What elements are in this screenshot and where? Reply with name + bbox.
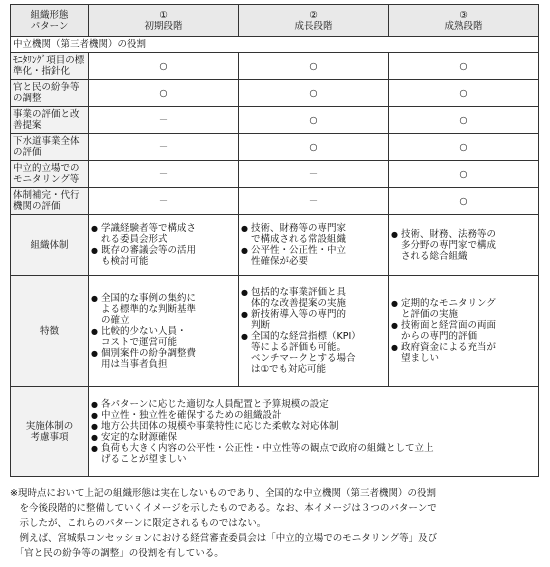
bullet-continuation: 体的な改善提案の実施	[251, 298, 347, 309]
bullet-item: ● 全国的な事例の集約に	[91, 293, 236, 304]
bullet-continuation: される総合組織	[401, 250, 468, 262]
bullet-continuation: 判断	[251, 320, 271, 331]
role-mark: －	[89, 107, 239, 134]
footnote-line: 示したが、これらのパターンに限定されるものではない。	[10, 518, 267, 529]
bullet-continuation: 等による評価も可能。	[251, 342, 347, 353]
role-mark: ○	[239, 53, 389, 80]
considerations-label	[11, 387, 89, 477]
features-cell-initial	[89, 276, 239, 387]
bullet-item: ● 個別案件の紛争調整費	[91, 348, 236, 359]
header-row	[11, 5, 539, 37]
header-col-growth	[239, 5, 389, 37]
considerations-label-line1: 実施体制の	[25, 420, 74, 432]
bullet-item: ● 新技術導入等の専門的	[241, 309, 386, 320]
header-col-label: 成熟段階	[444, 20, 483, 32]
features-cell-growth	[239, 276, 389, 387]
role-row	[11, 80, 539, 107]
bullet-item: ● 技術、財務等の専門家	[241, 223, 386, 234]
role-label: 事業の評価と改善提案	[11, 107, 89, 134]
bullet-continuation: げることが望ましい	[101, 453, 187, 465]
header-col-number: ①	[159, 9, 168, 21]
role-mark: ○	[239, 134, 389, 161]
footnote-line: 例えば、宮城県コンセッションにおける経営審査委員会は「中立的立場でのモニタリング等」及び	[10, 533, 438, 544]
role-label: 下水道事業全体の評価	[11, 134, 89, 161]
bullet-continuation: ベンチマークとする場合	[251, 353, 356, 364]
bullet-item: ● 定期的なモニタリング	[391, 298, 536, 309]
bullet-item: ● 地方公共団体の規模や事業特性に応じた柔軟な対応体制	[91, 421, 536, 432]
section-row	[11, 37, 539, 53]
considerations-cell	[89, 387, 539, 477]
footnote-line: ※現時点において上記の組織形態は実在しないものであり、全国的な中立機関（第三者機関）の役割	[10, 488, 436, 499]
role-mark: ○	[239, 107, 389, 134]
role-mark: －	[89, 134, 239, 161]
bullet-item: ● 中立性・独立性を確保するための組織設計	[91, 410, 536, 421]
bullet-item: ● 学識経験者等で構成さ	[91, 223, 236, 234]
bullet-continuation: の確立	[101, 314, 130, 326]
bullet-item: ● 比較的少ない人員・	[91, 326, 236, 337]
role-label: 中立的立場でのモニタリング等	[11, 161, 89, 188]
org-cell-growth	[239, 215, 389, 276]
bullet-continuation: 用は当事者負担	[101, 358, 168, 370]
header-corner-line2: パターン	[30, 20, 69, 32]
bullet-continuation: 多分野の専門家で構成	[401, 239, 497, 251]
role-label: 体制補完・代行機関の評価	[11, 188, 89, 215]
bullet-continuation: も検討可能	[101, 256, 149, 267]
bullet-continuation: で構成される常設組織	[251, 234, 347, 245]
considerations-label-line2: 考慮事項	[30, 431, 69, 443]
header-col-number: ③	[459, 9, 468, 21]
role-mark: ○	[389, 80, 539, 107]
bullet-continuation: コストで運営可能	[101, 336, 178, 348]
bullet-item: ● 各パターンに応じた適切な人員配置と予算規模の設定	[91, 399, 536, 410]
organization-pattern-table	[10, 4, 539, 477]
role-mark: ○	[239, 80, 389, 107]
role-label: ﾓﾆﾀﾘﾝｸﾞ項目の標準化・指針化	[11, 53, 89, 80]
role-row	[11, 53, 539, 80]
bullet-item: ● 政府資金による充当が	[391, 342, 536, 353]
footnote-line: 「官と民の紛争等の調整」の役割を有している。	[10, 548, 224, 559]
role-label: 官と民の紛争等の調整	[11, 80, 89, 107]
bullet-item: ● 包括的な事業評価と具	[241, 287, 386, 298]
considerations-row	[11, 387, 539, 477]
role-mark: ○	[89, 53, 239, 80]
role-mark: ○	[389, 134, 539, 161]
features-row	[11, 276, 539, 387]
role-row	[11, 161, 539, 188]
features-label: 特徴	[11, 276, 89, 387]
role-mark: －	[239, 188, 389, 215]
header-col-initial	[89, 5, 239, 37]
section-title: 中立機関（第三者機関）の役割	[11, 37, 539, 53]
bullet-continuation: は①でも対応可能	[251, 364, 327, 375]
header-col-mature	[389, 5, 539, 37]
role-mark: －	[239, 161, 389, 188]
org-label: 組織体制	[11, 215, 89, 276]
bullet-item: ● 負荷も大きく内容の公平性・公正性・中立性等の観点で政府の組織として立上	[91, 443, 536, 454]
role-mark: －	[89, 188, 239, 215]
header-corner	[11, 5, 89, 37]
org-row	[11, 215, 539, 276]
role-row	[11, 188, 539, 215]
footnote	[10, 486, 540, 561]
header-col-label: 成長段階	[294, 20, 333, 32]
bullet-item: ● 既存の審議会等の活用	[91, 245, 236, 256]
header-col-number: ②	[309, 9, 318, 21]
bullet-item: ● 安定的な財源確保	[91, 432, 536, 443]
role-row	[11, 134, 539, 161]
bullet-continuation: と評価の実施	[401, 309, 459, 320]
role-mark: ○	[89, 80, 239, 107]
bullet-continuation: 性確保が必要	[251, 256, 309, 267]
role-mark: ○	[389, 188, 539, 215]
bullet-item: ● 技術、財務、法務等の	[391, 229, 536, 240]
bullet-item: ● 技術面と経営面の両面	[391, 320, 536, 331]
bullet-continuation: からの専門的評価	[401, 331, 478, 342]
header-col-label: 初期段階	[144, 20, 183, 32]
bullet-continuation: 望ましい	[401, 353, 440, 364]
role-row	[11, 107, 539, 134]
org-cell-mature	[389, 215, 539, 276]
bullet-continuation: よる標準的な判断基準	[101, 303, 197, 315]
bullet-continuation: れる委員会形式	[101, 234, 168, 245]
org-cell-initial	[89, 215, 239, 276]
role-mark: －	[89, 161, 239, 188]
header-corner-line1: 組織形態	[30, 9, 69, 21]
bullet-item: ● 公平性・公正性・中立	[241, 245, 386, 256]
features-cell-mature	[389, 276, 539, 387]
footnote-line: を今後段階的に整備していくイメージを示したものである。なお、本イメージは３つのパターンで	[10, 503, 437, 514]
role-mark: ○	[389, 161, 539, 188]
role-mark: ○	[389, 53, 539, 80]
role-mark: ○	[389, 107, 539, 134]
bullet-item: ● 全国的な経営指標（KPI）	[241, 331, 386, 342]
